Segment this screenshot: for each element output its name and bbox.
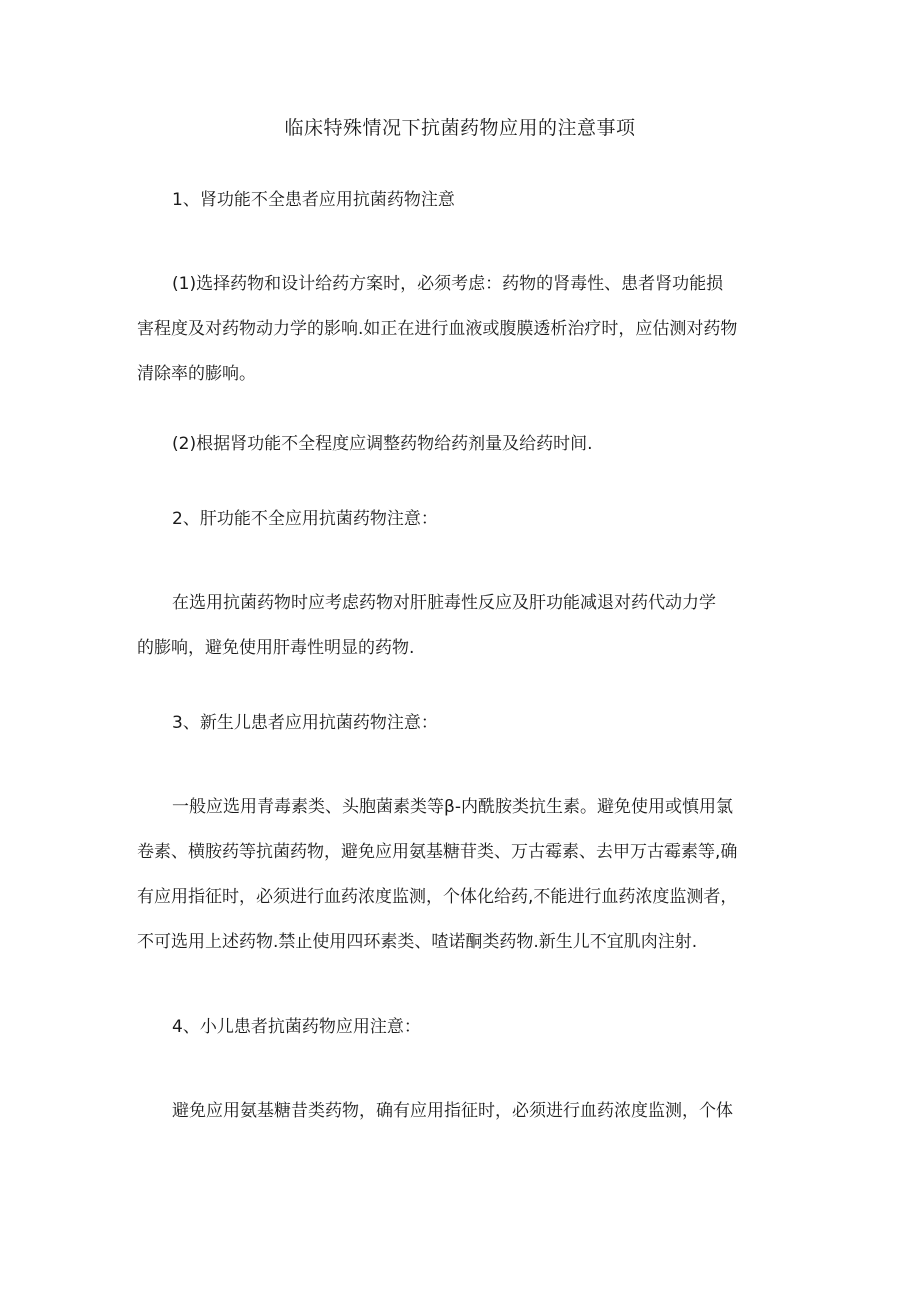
paragraph-line: 卷素、横胺药等抗菌药物，避免应用氨基糖苷类、万古霉素、去甲万古霉素等,确 [137, 842, 738, 862]
section-4-paragraph-1 [137, 1089, 787, 1134]
document-title: 临床特殊情况下抗菌药物应用的注意事项 [284, 117, 636, 139]
paragraph-line: 避免应用氨基糖昔类药物，确有应用指征时，必须进行血药浓度监测，个体 [172, 1101, 733, 1121]
paragraph-line: 一般应选用青毒素类、头胞菌素类等β-内酰胺类抗生素。避免使用或慎用氯 [172, 797, 733, 817]
paragraph-line: 害程度及对药物动力学的影响.如正在进行血液或腹膜透析治疗时，应估测对药物 [137, 319, 738, 339]
paragraph-line: 清除率的膨响。 [137, 364, 256, 384]
section-heading-2: 2、肝功能不全应用抗菌药物注意： [172, 509, 438, 529]
paragraph-line: 的膨响，避免使用肝毒性明显的药物. [137, 638, 415, 658]
section-heading-4: 4、小儿患者抗菌药物应用注意： [172, 1017, 421, 1037]
paragraph-line: 不可选用上述药物.禁止使用四环素类、喳诺酮类药物.新生儿不宜肌肉注射. [137, 932, 698, 952]
section-3-paragraph-1 [137, 785, 787, 965]
paragraph-line: (2)根据肾功能不全程度应调整药物给药剂量及给药时间. [172, 434, 593, 454]
paragraph-line: 有应用指征时，必须进行血药浓度监测，个体化给药,不能进行血药浓度监测者， [137, 887, 738, 907]
section-1-paragraph-1 [137, 262, 787, 397]
section-2-paragraph-1 [137, 581, 787, 671]
section-heading-1: 1、肾功能不全患者应用抗菌药物注意 [172, 190, 455, 210]
paragraph-line: (1)选择药物和设计给药方案时，必须考虑：药物的肾毒性、患者肾功能损 [172, 274, 724, 294]
paragraph-line: 在选用抗菌药物时应考虑药物对肝脏毒性反应及肝功能减退对药代动力学 [172, 593, 716, 613]
section-1-paragraph-2 [137, 422, 787, 467]
section-heading-3: 3、新生儿患者应用抗菌药物注意： [172, 713, 438, 733]
